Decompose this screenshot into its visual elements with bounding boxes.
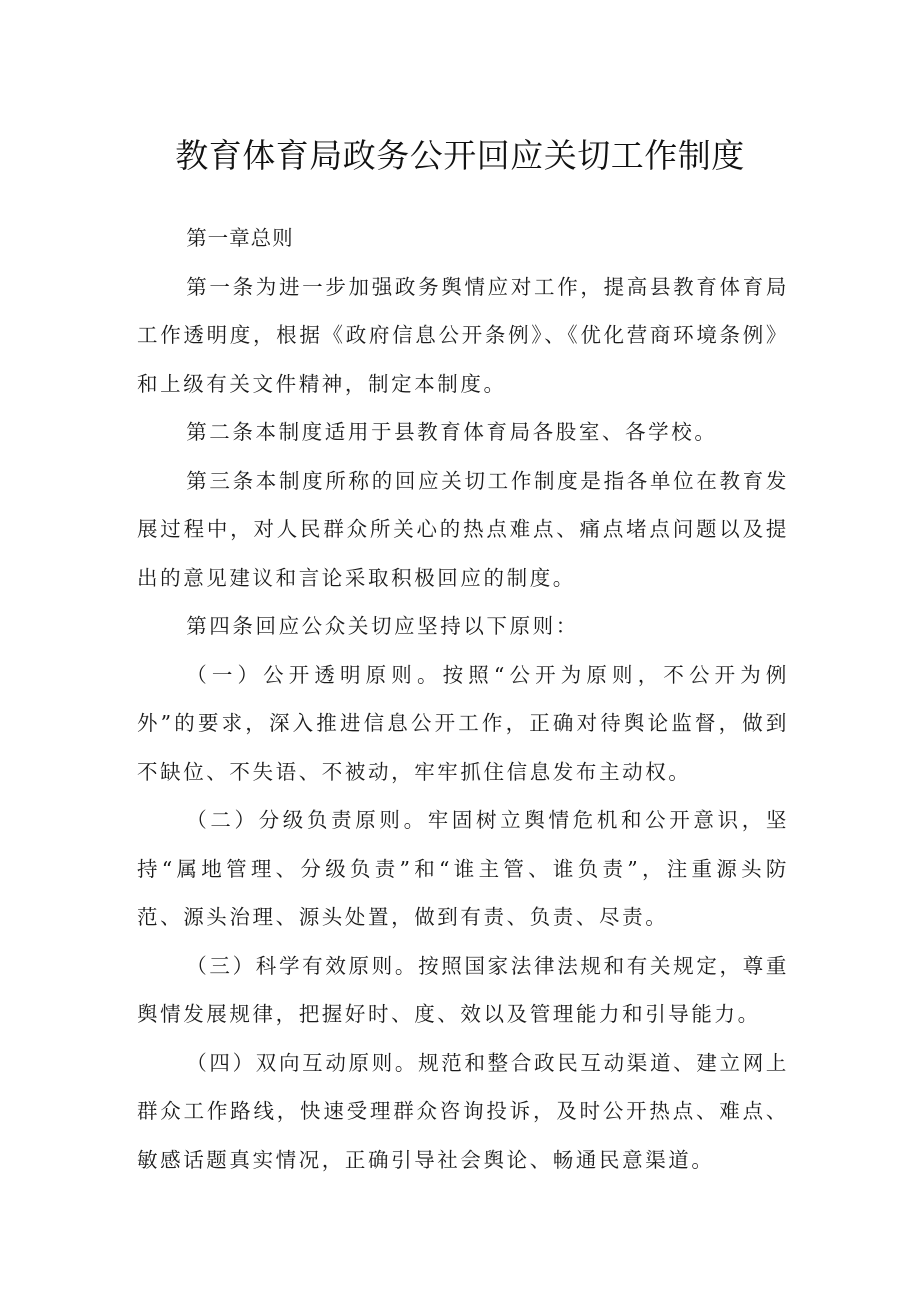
article-4-paragraph: 第四条回应公众关切应坚持以下原则： bbox=[186, 614, 579, 638]
article-3-paragraph: 第三条本制度所称的回应关切工作制度是指各单位在教育发展过程中，对人民群众所关心的热点难点、痛点堵点问题以及提出的意见建议和言论采取积极回应的制度。 bbox=[137, 468, 789, 590]
document-title: 教育体育局政务公开回应关切工作制度 bbox=[175, 136, 745, 175]
article-1-paragraph: 第一条为进一步加强政务舆情应对工作，提高县教育体育局工作透明度，根据《政府信息公开条例》、《优化营商环境条例》和上级有关文件精神，制定本制度。 bbox=[137, 274, 789, 396]
chapter-heading: 第一章总则 bbox=[186, 226, 294, 250]
principle-4-paragraph: （四）双向互动原则。规范和整合政民互动渠道、建立网上群众工作路线，快速受理群众咨询投诉，及时公开热点、难点、敏感话题真实情况，正确引导社会舆论、畅通民意渠道。 bbox=[137, 1050, 789, 1172]
principle-3-paragraph: （三）科学有效原则。按照国家法律法规和有关规定，尊重舆情发展规律，把握好时、度、效以及管理能力和引导能力。 bbox=[137, 953, 789, 1026]
article-2-paragraph: 第二条本制度适用于县教育体育局各股室、各学校。 bbox=[186, 420, 718, 444]
document-body bbox=[137, 214, 789, 1184]
principle-2-paragraph: （二）分级负责原则。牢固树立舆情危机和公开意识，坚持“属地管理、分级负责”和“谁主管、谁负责”，注重源头防范、源头治理、源头处置，做到有责、负责、尽责。 bbox=[137, 808, 789, 929]
principle-1-paragraph: （一）公开透明原则。按照“公开为原则，不公开为例外”的要求，深入推进信息公开工作，正确对待舆论监督，做到不缺位、不失语、不被动，牢牢抓住信息发布主动权。 bbox=[137, 662, 789, 784]
